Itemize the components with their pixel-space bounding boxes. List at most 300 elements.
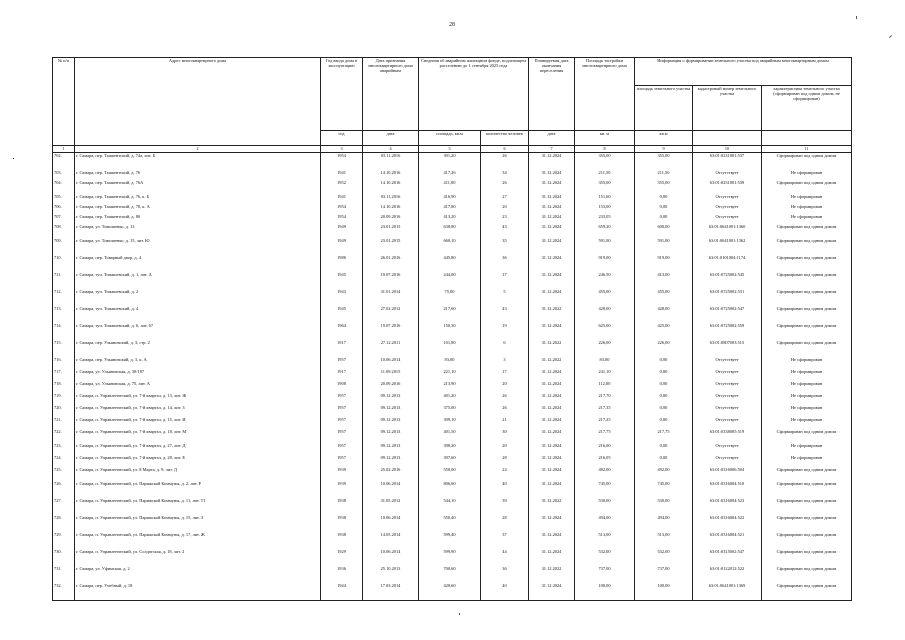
plan-area-cell: 355,00 — [575, 180, 635, 194]
year-cell: 1908 — [321, 381, 363, 393]
header-cadastral: кадастровый номер земельного участка — [693, 86, 762, 131]
residents-count-cell: 40 — [481, 481, 529, 498]
year-cell: 1941 — [321, 170, 363, 180]
cadastral-number-cell: 63:01:0231001:537 — [693, 153, 762, 171]
unit-year: год — [321, 131, 363, 146]
land-area-cell: 455,00 — [635, 289, 693, 306]
resettle-area-cell: 417,80 — [419, 204, 481, 214]
planned-date-cell: 31.12.2024 — [529, 532, 575, 549]
table-row — [53, 306, 852, 323]
land-characteristic-cell: Не сформирован — [762, 405, 852, 417]
land-characteristic-cell: Не сформирован — [762, 369, 852, 381]
address-cell: г. Самара, пер. Ташкентский, д. 76, к. Б — [75, 194, 321, 204]
residents-count-cell: 26 — [481, 153, 529, 171]
land-characteristic-cell: Сформирован под одним домом — [762, 340, 852, 357]
column-number: 5 — [419, 146, 481, 153]
row-number: 729. — [53, 532, 75, 549]
residents-count-cell: 20 — [481, 381, 529, 393]
land-area-cell: 532,00 — [635, 549, 693, 566]
table-row — [53, 369, 852, 381]
recognition-date-cell: 10.06.2014 — [363, 357, 419, 369]
cadastral-number-cell: 63:01:0316004:522 — [693, 515, 762, 532]
residents-count-cell: 35 — [481, 238, 529, 255]
planned-date-cell: 31.12.2024 — [529, 381, 575, 393]
land-area-cell: 100,00 — [635, 583, 693, 601]
row-number: 717. — [53, 369, 75, 381]
address-cell: г. Самара, п. Управленческий, ул. Парижской Коммуны, д. 17, лит. Ж — [75, 532, 321, 549]
residents-count-cell: 43 — [481, 306, 529, 323]
cadastral-number-cell: Отсутствует — [693, 369, 762, 381]
resettle-area-cell: 213,90 — [419, 381, 481, 393]
residents-count-cell: 23 — [481, 214, 529, 224]
plan-area-cell: 513,00 — [575, 532, 635, 549]
recognition-date-cell: 19.07.2016 — [363, 323, 419, 340]
resettle-area-cell: 660,10 — [419, 238, 481, 255]
scan-mark — [856, 16, 857, 19]
recognition-date-cell: 14.05.2014 — [363, 532, 419, 549]
land-area-cell: 0,00 — [635, 214, 693, 224]
scan-mark — [459, 613, 460, 615]
residents-count-cell: 21 — [481, 417, 529, 429]
cadastral-number-cell: Отсутствует — [693, 443, 762, 455]
residents-count-cell: 44 — [481, 549, 529, 566]
residents-count-cell: 26 — [481, 393, 529, 405]
year-cell: 1957 — [321, 357, 363, 369]
recognition-date-cell: 09.12.2013 — [363, 405, 419, 417]
cadastral-number-cell: 63:01:0641001:1369 — [693, 583, 762, 601]
land-characteristic-cell: Не сформирован — [762, 455, 852, 467]
address-cell: г. Самара, пер. Товарный двор, д. 4 — [75, 255, 321, 272]
header-characteristic: характеристика земельного участка (сформирован под одним домом, не сформирован) — [762, 86, 852, 131]
row-number: 711. — [53, 272, 75, 289]
planned-date-cell: 31.12.2024 — [529, 515, 575, 532]
column-number: 9 — [635, 146, 693, 153]
plan-area-cell: 919,00 — [575, 255, 635, 272]
scan-mark — [13, 158, 14, 159]
row-number: 703. — [53, 170, 75, 180]
plan-area-cell: 217,75 — [575, 429, 635, 443]
recognition-date-cell: 03.11.2016 — [363, 194, 419, 204]
residents-count-cell: 17 — [481, 272, 529, 289]
resettle-area-cell: 550,40 — [419, 515, 481, 532]
cadastral-number-cell: 63:01:0315002:547 — [693, 549, 762, 566]
table-row — [53, 238, 852, 255]
emergency-housing-table — [52, 57, 852, 601]
plan-area-cell: 226,00 — [575, 340, 635, 357]
plan-area-cell: 428,00 — [575, 306, 635, 323]
planned-date-cell: 31.12.2024 — [529, 369, 575, 381]
table-row — [53, 393, 852, 405]
planned-date-cell: 31.12.2024 — [529, 170, 575, 180]
table-row — [53, 443, 852, 455]
land-area-cell: 413,00 — [635, 272, 693, 289]
plan-area-cell: 591,00 — [575, 238, 635, 255]
land-characteristic-cell: Сформирован под одним домом — [762, 255, 852, 272]
column-number: 7 — [529, 146, 575, 153]
resettle-area-cell: 416,90 — [419, 194, 481, 204]
cadastral-number-cell: 63:01:0641001:1362 — [693, 238, 762, 255]
land-area-cell: 0,00 — [635, 194, 693, 204]
row-number: 727. — [53, 498, 75, 515]
recognition-date-cell: 31.05.2012 — [363, 498, 419, 515]
plan-area-cell: 737,00 — [575, 566, 635, 583]
year-cell: 1943 — [321, 289, 363, 306]
residents-count-cell: 26 — [481, 180, 529, 194]
plan-area-cell: 216,05 — [575, 455, 635, 467]
address-cell: г. Самара, туп. Томашевский, д. 1, лит. А — [75, 272, 321, 289]
address-cell: г. Самара, пер. Ташкентский, д. 78, к. А — [75, 204, 321, 214]
year-cell: 1949 — [321, 238, 363, 255]
land-characteristic-cell: Сформирован под одним домом — [762, 289, 852, 306]
column-number: 2 — [75, 146, 321, 153]
table-row — [53, 153, 852, 171]
row-number: 730. — [53, 549, 75, 566]
header-no: № п/п — [53, 58, 75, 146]
row-number: 723. — [53, 443, 75, 455]
planned-date-cell: 31.12.2024 — [529, 153, 575, 171]
header-land-area: площадь земельного участка — [635, 86, 693, 131]
planned-date-cell: 31.12.2022 — [529, 340, 575, 357]
plan-area-cell: 217,70 — [575, 393, 635, 405]
cadastral-number-cell: 63:01:0101004:1174 — [693, 255, 762, 272]
cadastral-number-cell: Отсутствует — [693, 393, 762, 405]
unit-land-area: кв.м — [635, 131, 693, 146]
planned-date-cell: 31.12.2024 — [529, 214, 575, 224]
table-row — [53, 214, 852, 224]
land-area-cell: 428,00 — [635, 306, 693, 323]
year-cell: 1945 — [321, 272, 363, 289]
plan-area-cell: 83,00 — [575, 357, 635, 369]
row-number: 713. — [53, 306, 75, 323]
cadastral-number-cell: Отсутствует — [693, 204, 762, 214]
row-number: 724. — [53, 455, 75, 467]
plan-area-cell: 153,00 — [575, 204, 635, 214]
address-cell: г. Самара, п. Управленческий, ул. 7-й квартал, д. 28, лит. Е — [75, 455, 321, 467]
resettle-area-cell: 550,00 — [419, 467, 481, 481]
year-cell: 1954 — [321, 214, 363, 224]
row-number: 712. — [53, 289, 75, 306]
land-characteristic-cell: Не сформирован — [762, 170, 852, 180]
year-cell: 1938 — [321, 532, 363, 549]
cadastral-number-cell: 63:01:0338005:519 — [693, 429, 762, 443]
recognition-date-cell: 11.09.2015 — [363, 369, 419, 381]
land-area-cell: 0,00 — [635, 417, 693, 429]
table-header — [53, 58, 852, 153]
residents-count-cell: 19 — [481, 323, 529, 340]
planned-date-cell: 31.12.2024 — [529, 255, 575, 272]
year-cell: 1952 — [321, 180, 363, 194]
planned-date-cell: 31.12.2024 — [529, 323, 575, 340]
planned-date-cell: 31.12.2022 — [529, 498, 575, 515]
row-number: 715. — [53, 340, 75, 357]
plan-area-cell: 455,00 — [575, 289, 635, 306]
planned-date-cell: 31.12.2024 — [529, 180, 575, 194]
address-cell: г. Самара, пер. Ульяновский, д. 3, к. А — [75, 357, 321, 369]
table-row — [53, 549, 852, 566]
column-number: 4 — [363, 146, 419, 153]
cadastral-number-cell: 63:01:0316004:521 — [693, 532, 762, 549]
row-number: 719. — [53, 393, 75, 405]
land-characteristic-cell: Сформирован под одним домом — [762, 566, 852, 583]
recognition-date-cell: 09.12.2013 — [363, 455, 419, 467]
unit-area: площадь, кв.м — [419, 131, 481, 146]
scan-mark — [889, 35, 892, 38]
plan-area-cell: 625,00 — [575, 323, 635, 340]
land-area-cell: 513,00 — [635, 532, 693, 549]
resettle-area-cell: 411,00 — [419, 180, 481, 194]
cadastral-number-cell: 63:01:0725002:545 — [693, 272, 762, 289]
planned-date-cell: 31.12.2022 — [529, 357, 575, 369]
resettle-area-cell: 401,20 — [419, 393, 481, 405]
resettle-area-cell: 244,00 — [419, 272, 481, 289]
table-row — [53, 340, 852, 357]
year-cell: 1954 — [321, 204, 363, 214]
year-cell: 1964 — [321, 323, 363, 340]
address-cell: г. Самара, туп. Томашевский, д. 6, лит. 67 — [75, 323, 321, 340]
planned-date-cell: 31.12.2024 — [529, 429, 575, 443]
column-number: 8 — [575, 146, 635, 153]
land-area-cell: 591,00 — [635, 238, 693, 255]
address-cell: г. Самара, п. Управленческий, ул. Парижской Коммуны, д. 15, лит. З — [75, 515, 321, 532]
recognition-date-cell: 25.02.2016 — [363, 467, 419, 481]
land-area-cell: 211,50 — [635, 170, 693, 180]
cadastral-number-cell: 63:01:0316006:504 — [693, 467, 762, 481]
plan-area-cell: 659,20 — [575, 224, 635, 238]
row-number: 725. — [53, 467, 75, 481]
land-area-cell: 492,00 — [635, 467, 693, 481]
plan-area-cell: 355,00 — [575, 153, 635, 171]
row-number: 722. — [53, 429, 75, 443]
resettle-area-cell: 391,20 — [419, 153, 481, 171]
year-cell: 1938 — [321, 498, 363, 515]
recognition-date-cell: 14.10.2016 — [363, 180, 419, 194]
table-row — [53, 455, 852, 467]
residents-count-cell: 36 — [481, 566, 529, 583]
year-cell: 1939 — [321, 467, 363, 481]
column-number: 1 — [53, 146, 75, 153]
cadastral-number-cell: Отсутствует — [693, 214, 762, 224]
header-year-built: Год ввода дома в эксплуатацию — [321, 58, 363, 131]
resettle-area-cell: 399,10 — [419, 417, 481, 429]
recognition-date-cell: 20.09.2016 — [363, 381, 419, 393]
land-area-cell: 745,00 — [635, 481, 693, 498]
address-cell: г. Самара, ул. Тимошенко, д. 15, лит. Ю — [75, 238, 321, 255]
land-characteristic-cell: Не сформирован — [762, 204, 852, 214]
table-row — [53, 417, 852, 429]
land-area-cell: 0,00 — [635, 405, 693, 417]
table-row — [53, 170, 852, 180]
land-characteristic-cell: Сформирован под одним домом — [762, 323, 852, 340]
land-area-cell: 737,00 — [635, 566, 693, 583]
plan-area-cell: 216,00 — [575, 443, 635, 455]
year-cell: 1957 — [321, 455, 363, 467]
land-characteristic-cell: Не сформирован — [762, 194, 852, 204]
cadastral-number-cell: Отсутствует — [693, 357, 762, 369]
table-row — [53, 583, 852, 601]
land-area-cell: 600,00 — [635, 224, 693, 238]
address-cell: г. Самара, ул. Тимошенко, д. 13 — [75, 224, 321, 238]
unit-date: дата — [363, 131, 419, 146]
land-area-cell: 425,00 — [635, 323, 693, 340]
planned-date-cell: 31.12.2024 — [529, 289, 575, 306]
table-row — [53, 405, 852, 417]
residents-count-cell: 20 — [481, 443, 529, 455]
header-resettle-info: Сведения об аварийном жилищном фонде, подлежащем расселению до 1 сентября 2025 года — [419, 58, 529, 131]
residents-count-cell: 39 — [481, 498, 529, 515]
year-cell: 1929 — [321, 549, 363, 566]
address-cell: г. Самара, пер. Ташкентский, д. 76 — [75, 170, 321, 180]
resettle-area-cell: 638,80 — [419, 224, 481, 238]
table-row — [53, 515, 852, 532]
cadastral-number-cell: 63:01:0725002:547 — [693, 306, 762, 323]
address-cell: г. Самара, пер. Учебный, д. 18 — [75, 583, 321, 601]
residents-count-cell: 37 — [481, 532, 529, 549]
unit-planned: дата — [529, 131, 575, 146]
land-area-cell: 355,00 — [635, 153, 693, 171]
row-number: 702. — [53, 153, 75, 171]
residents-count-cell: 28 — [481, 515, 529, 532]
table-row — [53, 467, 852, 481]
planned-date-cell: 31.12.2024 — [529, 272, 575, 289]
year-cell: 1957 — [321, 429, 363, 443]
residents-count-cell: 24 — [481, 467, 529, 481]
address-cell: г. Самара, ул. Ульяновская, д. 30/187 — [75, 369, 321, 381]
year-cell: 1917 — [321, 369, 363, 381]
residents-count-cell: 34 — [481, 170, 529, 180]
land-characteristic-cell: Сформирован под одним домом — [762, 180, 852, 194]
recognition-date-cell: 26.01.2016 — [363, 255, 419, 272]
year-cell: 1986 — [321, 255, 363, 272]
year-cell: 1938 — [321, 515, 363, 532]
land-characteristic-cell: Не сформирован — [762, 357, 852, 369]
recognition-date-cell: 25.10.2013 — [363, 566, 419, 583]
residents-count-cell: 5 — [481, 289, 529, 306]
table-row — [53, 272, 852, 289]
resettle-area-cell: 375,00 — [419, 405, 481, 417]
planned-date-cell: 31.12.2024 — [529, 393, 575, 405]
table-row — [53, 204, 852, 214]
row-number: 726. — [53, 481, 75, 498]
residents-count-cell: 28 — [481, 455, 529, 467]
land-area-cell: 0,00 — [635, 381, 693, 393]
row-number: 732. — [53, 583, 75, 601]
planned-date-cell: 31.12.2024 — [529, 194, 575, 204]
planned-date-cell: 31.12.2024 — [529, 417, 575, 429]
residents-count-cell: 20 — [481, 204, 529, 214]
plan-area-cell: 241,10 — [575, 369, 635, 381]
resettle-area-cell: 700,60 — [419, 566, 481, 583]
cadastral-number-cell: Отсутствует — [693, 194, 762, 204]
planned-date-cell: 31.12.2022 — [529, 566, 575, 583]
land-characteristic-cell: Не сформирован — [762, 381, 852, 393]
land-area-cell: 226,00 — [635, 340, 693, 357]
recognition-date-cell: 20.09.2016 — [363, 214, 419, 224]
land-area-cell: 0,00 — [635, 357, 693, 369]
row-number: 707. — [53, 214, 75, 224]
recognition-date-cell: 09.12.2013 — [363, 429, 419, 443]
address-cell: г. Самара, п. Управленческий, ул. 7-й квартал, д. 15, лит. И — [75, 417, 321, 429]
plan-area-cell: 211,50 — [575, 170, 635, 180]
page-number: 28 — [449, 22, 455, 28]
plan-area-cell: 530,00 — [575, 498, 635, 515]
cadastral-number-cell: 63:01:0316004:523 — [693, 498, 762, 515]
planned-date-cell: 31.12.2022 — [529, 306, 575, 323]
recognition-date-cell: 09.12.2013 — [363, 393, 419, 405]
recognition-date-cell: 23.01.2015 — [363, 224, 419, 238]
land-characteristic-cell: Сформирован под одним домом — [762, 224, 852, 238]
resettle-area-cell: 83,00 — [419, 357, 481, 369]
year-cell: 1944 — [321, 583, 363, 601]
land-characteristic-cell: Не сформирован — [762, 443, 852, 455]
table-row — [53, 498, 852, 515]
land-characteristic-cell: Сформирован под одним домом — [762, 238, 852, 255]
land-characteristic-cell: Сформирован под одним домом — [762, 549, 852, 566]
cadastral-number-cell: 63:01:0725002:559 — [693, 323, 762, 340]
land-characteristic-cell: Сформирован под одним домом — [762, 272, 852, 289]
cadastral-number-cell: 63:01:0641001:1360 — [693, 224, 762, 238]
cadastral-number-cell: 63:01:0316004:510 — [693, 481, 762, 498]
planned-date-cell: 31.12.2024 — [529, 481, 575, 498]
plan-area-cell: 151,60 — [575, 194, 635, 204]
year-cell: 1957 — [321, 417, 363, 429]
residents-count-cell: 17 — [481, 369, 529, 381]
year-cell: 1949 — [321, 224, 363, 238]
land-characteristic-cell: Сформирован под одним домом — [762, 306, 852, 323]
plan-area-cell: 217,35 — [575, 405, 635, 417]
table-row — [53, 323, 852, 340]
recognition-date-cell: 09.12.2013 — [363, 417, 419, 429]
cadastral-number-cell: Отсутствует — [693, 455, 762, 467]
planned-date-cell: 31.12.2024 — [529, 467, 575, 481]
recognition-date-cell: 10.06.2014 — [363, 515, 419, 532]
header-land-info: Информация о формировании земельного участка под аварийным многоквартирным домом — [635, 58, 852, 86]
recognition-date-cell: 09.12.2013 — [363, 443, 419, 455]
planned-date-cell: 31.12.2024 — [529, 583, 575, 601]
address-cell: г. Самара, пер. Ташкентский, д. 74а, лит. Б — [75, 153, 321, 171]
planned-date-cell: 31.12.2024 — [529, 204, 575, 214]
plan-area-cell: 745,00 — [575, 481, 635, 498]
table-row — [53, 381, 852, 393]
planned-date-cell: 31.12.2024 — [529, 405, 575, 417]
header-address: Адрес многоквартирного дома — [75, 58, 321, 146]
cadastral-number-cell: 63:01:0807003:515 — [693, 340, 762, 357]
address-cell: г. Самара, ул. Уфимская, д. 2 — [75, 566, 321, 583]
land-area-cell: 0,00 — [635, 455, 693, 467]
recognition-date-cell: 14.10.2016 — [363, 170, 419, 180]
recognition-date-cell: 10.06.2014 — [363, 549, 419, 566]
land-area-cell: 0,00 — [635, 393, 693, 405]
planned-date-cell: 31.12.2024 — [529, 238, 575, 255]
year-cell: 1957 — [321, 443, 363, 455]
residents-count-cell: 40 — [481, 583, 529, 601]
land-characteristic-cell: Сформирован под одним домом — [762, 515, 852, 532]
row-number: 709. — [53, 238, 75, 255]
recognition-date-cell: 03.11.2016 — [363, 153, 419, 171]
resettle-area-cell: 599,40 — [419, 532, 481, 549]
address-cell: г. Самара, п. Управленческий, ул. 7-й квартал, д. 27, лит. Д — [75, 443, 321, 455]
residents-count-cell: 36 — [481, 255, 529, 272]
recognition-date-cell: 14.10.2016 — [363, 204, 419, 214]
address-cell: г. Самара, п. Управленческий, ул. Парижской Коммуны, д. 11, лит. Т1 — [75, 498, 321, 515]
table-row — [53, 532, 852, 549]
land-area-cell: 919,00 — [635, 255, 693, 272]
land-characteristic-cell: Сформирован под одним домом — [762, 498, 852, 515]
row-number: 710. — [53, 255, 75, 272]
resettle-area-cell: 544,10 — [419, 498, 481, 515]
address-cell: г. Самара, пер. Ульяновский, д. 3, стр. 2 — [75, 340, 321, 357]
resettle-area-cell: 397,60 — [419, 455, 481, 467]
year-cell: 1957 — [321, 393, 363, 405]
